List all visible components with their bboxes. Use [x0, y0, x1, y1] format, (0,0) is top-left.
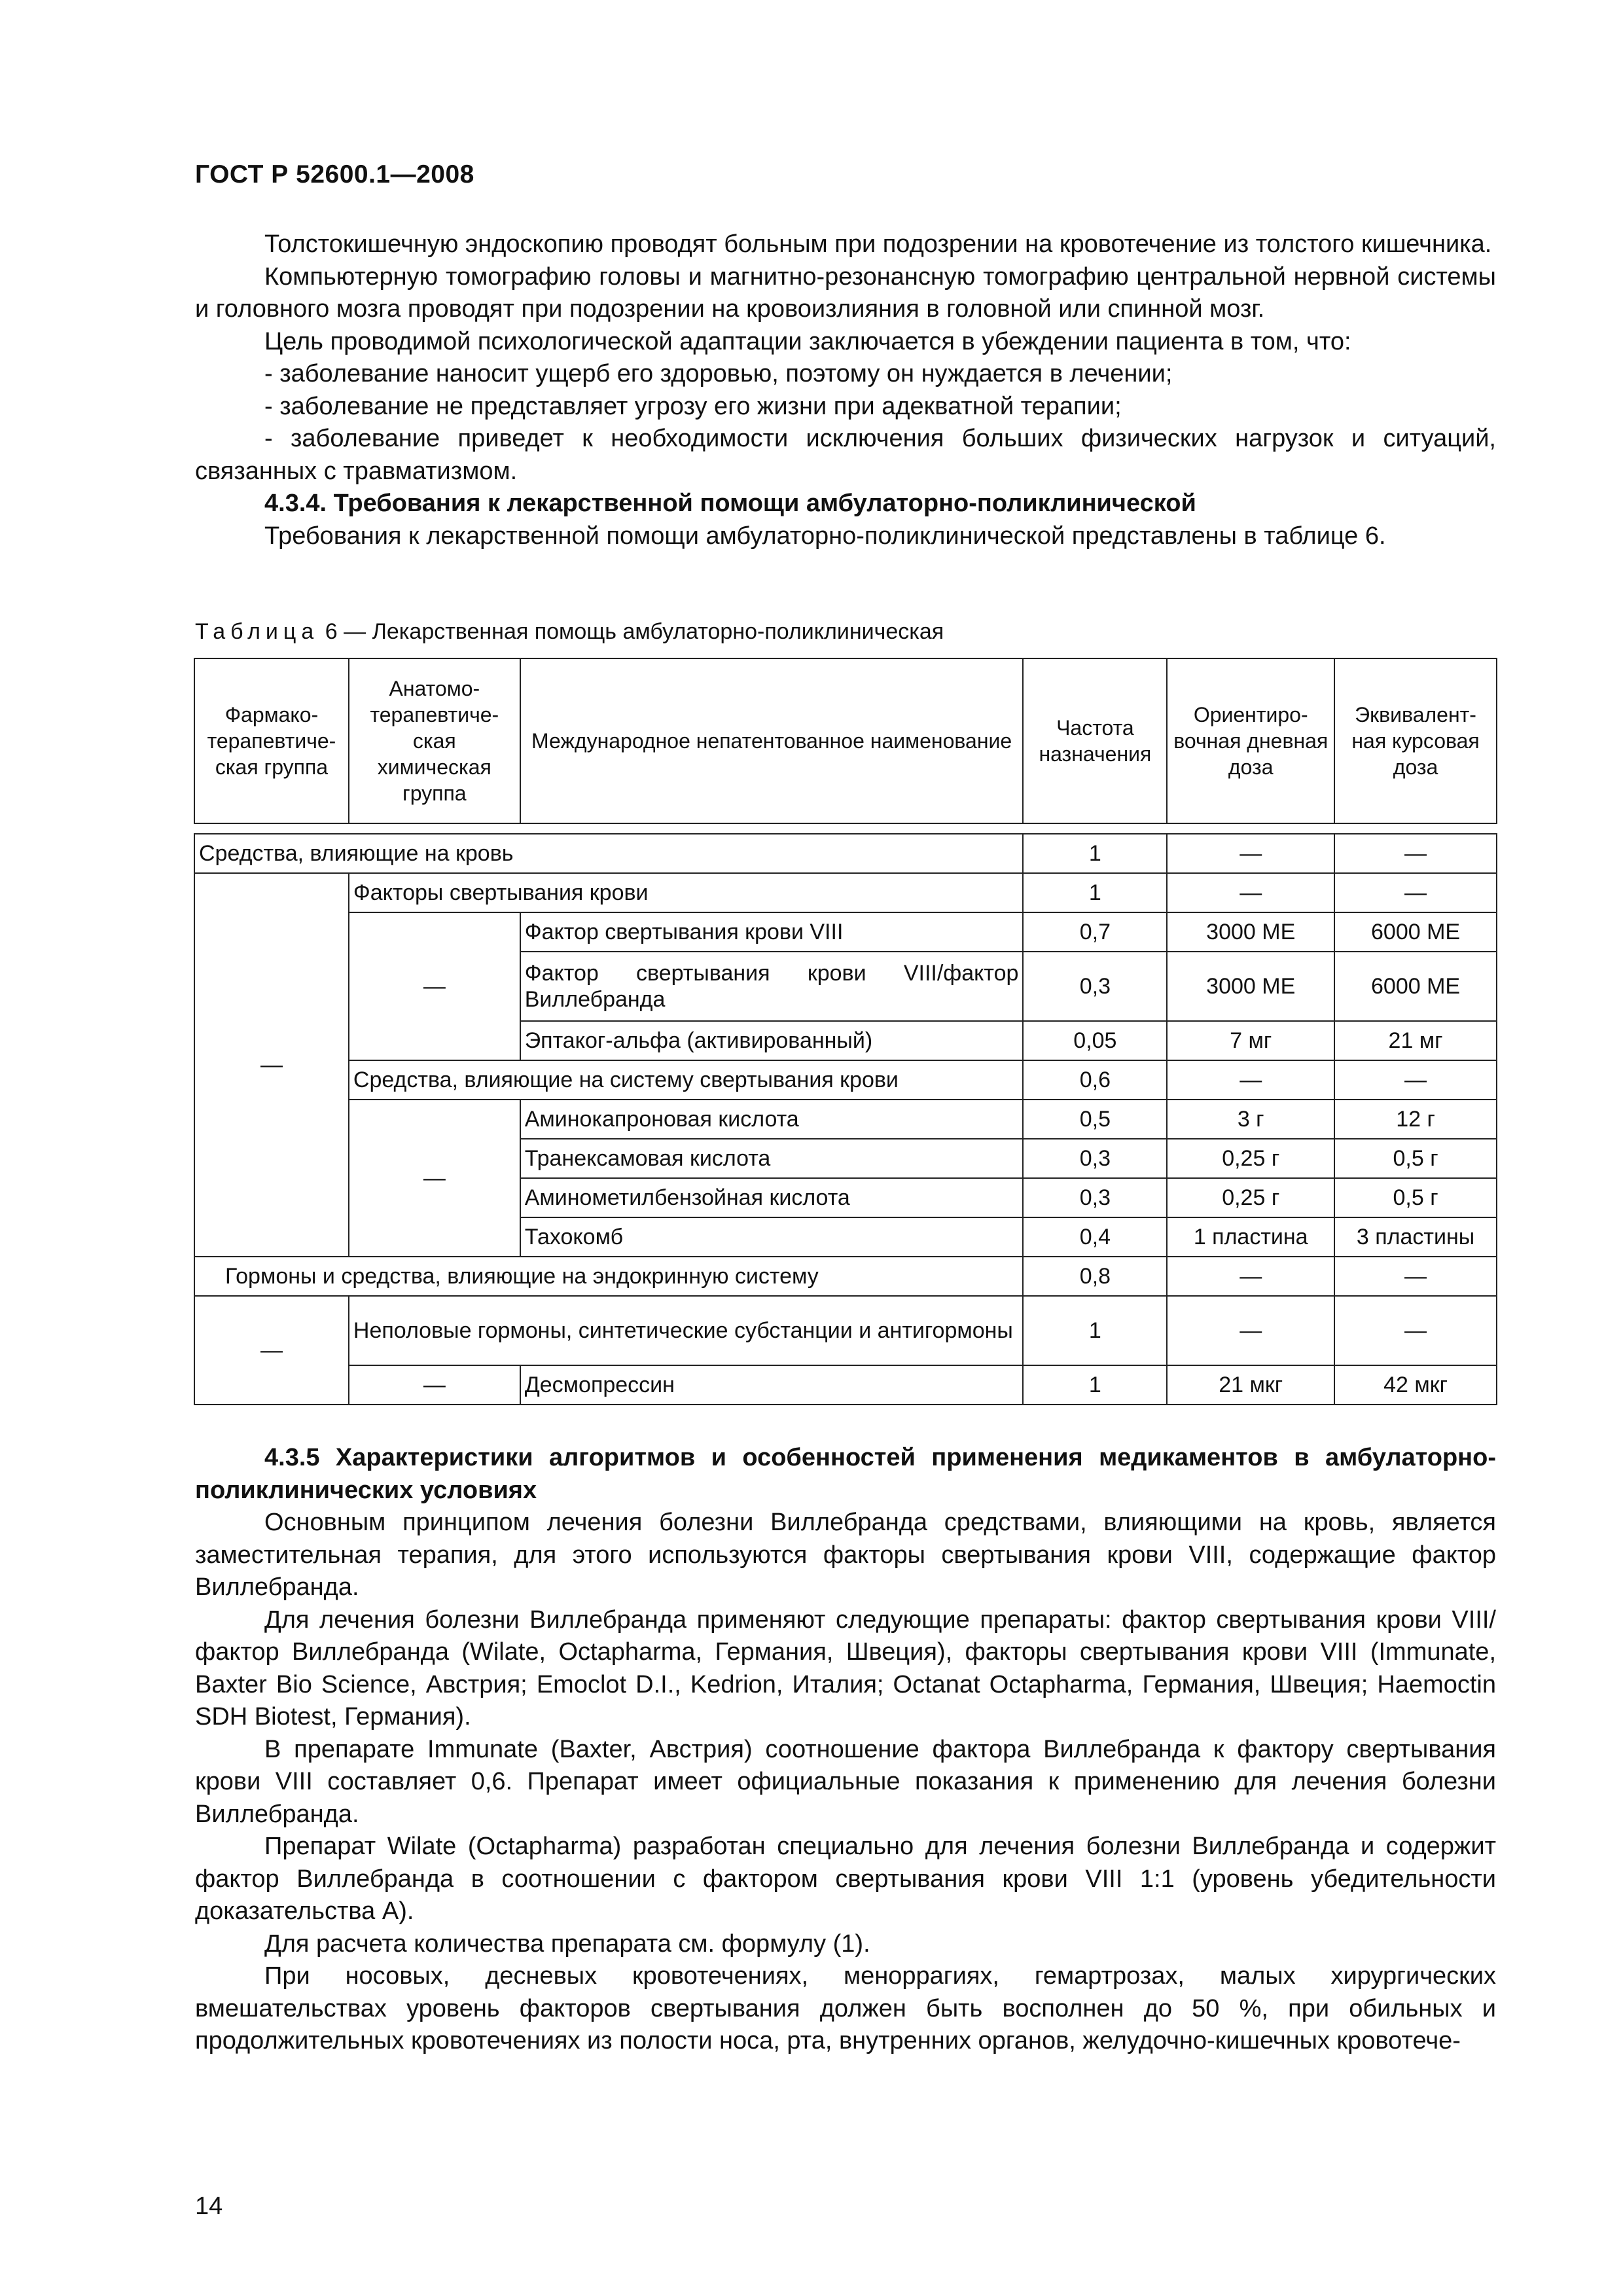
- table-caption-prefix: Таблица: [195, 619, 319, 644]
- section-4-3-5-block: [195, 1442, 1496, 2058]
- drug-name: Тахокомб: [520, 1217, 1024, 1257]
- daily-dose-cell: —: [1167, 834, 1334, 873]
- frequency-cell: 0,3: [1023, 1178, 1167, 1217]
- pharmaco-group-cell: —: [194, 873, 349, 1257]
- course-dose-cell: 3 пластины: [1334, 1217, 1497, 1257]
- paragraph: В препарате Immunate (Baxter, Австрия) соотношение фактора Виллебранда к фактору свертывания крови VIII составляет 0,6. Препарат имеет официальные показания к применению для лечения болезни Виллебранда.: [195, 1735, 1496, 1828]
- paragraph: Препарат Wilate (Octapharma) разработан специально для лечения болезни Виллебранда и содержит фактор Виллебранда в соотношении с фактором свертывания крови VIII 1:1 (уровень убедительности доказательства А).: [195, 1833, 1496, 1925]
- course-dose-cell: —: [1334, 834, 1497, 873]
- table-row: [194, 1060, 1497, 1100]
- table-row: [194, 912, 1497, 952]
- course-dose-cell: 6000 МЕ: [1334, 912, 1497, 952]
- daily-dose-cell: —: [1167, 873, 1334, 912]
- table-row: [194, 1365, 1497, 1405]
- intro-text-block: [195, 228, 1496, 552]
- pharmaco-group-cell: —: [194, 1296, 349, 1405]
- course-dose-cell: —: [1334, 1296, 1497, 1365]
- table-caption: [195, 619, 944, 645]
- column-header: Ориентиро-вочная дневная доза: [1167, 658, 1334, 823]
- column-header: Анатомо-терапевтиче-ская химическая группа: [349, 658, 520, 823]
- frequency-cell: 1: [1023, 873, 1167, 912]
- daily-dose-cell: —: [1167, 1296, 1334, 1365]
- list-item: - заболевание не представляет угрозу его жизни при адекватной терапии;: [264, 392, 1122, 420]
- paragraph: Основным принципом лечения болезни Виллебранда средствами, влияющими на кровь, является заместительная терапия, для этого используются факторы свертывания крови VIII, содержащие фактор Виллебранда.: [195, 1509, 1496, 1601]
- course-dose-cell: 0,5 г: [1334, 1139, 1497, 1178]
- daily-dose-cell: 1 пластина: [1167, 1217, 1334, 1257]
- atc-group-cell: —: [349, 1100, 520, 1257]
- frequency-cell: 1: [1023, 1296, 1167, 1365]
- table-caption-title: 6 — Лекарственная помощь амбулаторно-поликлиническая: [325, 619, 944, 644]
- drug-name: Фактор свертывания крови VIII/фактор Виллебранда: [520, 952, 1024, 1021]
- course-dose-cell: 42 мкг: [1334, 1365, 1497, 1405]
- table-header-row: [194, 658, 1497, 823]
- frequency-cell: 0,3: [1023, 1139, 1167, 1178]
- drug-name: Фактор свертывания крови VIII: [520, 912, 1024, 952]
- drug-name: Аминометилбензойная кислота: [520, 1178, 1024, 1217]
- table-row: [194, 1296, 1497, 1365]
- course-dose-cell: —: [1334, 873, 1497, 912]
- frequency-cell: 0,4: [1023, 1217, 1167, 1257]
- standard-header: ГОСТ Р 52600.1—2008: [195, 160, 474, 188]
- drug-name: Транексамовая кислота: [520, 1139, 1024, 1178]
- drug-name: Десмопрессин: [520, 1365, 1024, 1405]
- table-row: [194, 834, 1497, 873]
- daily-dose-cell: 0,25 г: [1167, 1139, 1334, 1178]
- subgroup-name: Средства, влияющие на систему свертывания крови: [349, 1060, 1024, 1100]
- subgroup-name: Неполовые гормоны, синтетические субстанции и антигормоны: [349, 1296, 1024, 1365]
- section-heading-4-3-5: 4.3.5 Характеристики алгоритмов и особенностей применения медикаментов в амбулаторно-поликлинических условиях: [195, 1444, 1496, 1504]
- course-dose-cell: 12 г: [1334, 1100, 1497, 1139]
- daily-dose-cell: —: [1167, 1257, 1334, 1296]
- course-dose-cell: —: [1334, 1060, 1497, 1100]
- page-number: 14: [195, 2193, 223, 2220]
- paragraph: Компьютерную томографию головы и магнитно-резонансную томографию центральной нервной системы и головного мозга проводят при подозрении на кровоизлияния в головной или спинной мозг.: [195, 262, 1496, 323]
- paragraph: Цель проводимой психологической адаптации заключается в убеждении пациента в том, что:: [264, 327, 1351, 355]
- paragraph: Толстокишечную эндоскопию проводят больным при подозрении на кровотечение из толстого кишечника.: [264, 230, 1492, 258]
- section-heading-4-3-4: 4.3.4. Требования к лекарственной помощи амбулаторно-поликлинической: [264, 490, 1196, 517]
- daily-dose-cell: 7 мг: [1167, 1021, 1334, 1060]
- course-dose-cell: 0,5 г: [1334, 1178, 1497, 1217]
- table-row: [194, 873, 1497, 912]
- paragraph: Требования к лекарственной помощи амбулаторно-поликлинической представлены в таблице 6.: [264, 522, 1386, 550]
- table-divider: [194, 823, 1497, 834]
- column-header: Эквивалент-ная курсовая доза: [1334, 658, 1497, 823]
- frequency-cell: 1: [1023, 834, 1167, 873]
- medication-table: [194, 658, 1497, 1405]
- course-dose-cell: —: [1334, 1257, 1497, 1296]
- paragraph: Для расчета количества препарата см. формулу (1).: [264, 1929, 870, 1958]
- frequency-cell: 1: [1023, 1365, 1167, 1405]
- table-row: [194, 1100, 1497, 1139]
- daily-dose-cell: 3000 МЕ: [1167, 912, 1334, 952]
- course-dose-cell: 21 мг: [1334, 1021, 1497, 1060]
- column-header: Международное непатентованное наименование: [520, 658, 1024, 823]
- frequency-cell: 0,7: [1023, 912, 1167, 952]
- frequency-cell: 0,5: [1023, 1100, 1167, 1139]
- course-dose-cell: 6000 МЕ: [1334, 952, 1497, 1021]
- atc-group-cell: —: [349, 1365, 520, 1405]
- paragraph: Для лечения болезни Виллебранда применяют следующие препараты: фактор свертывания крови VIII/фактор Виллебранда (Wilate, Octapharma, Германия, Швеция), факторы свертывания крови VIII (Immunate, Baxter Bio Science, Австрия; Emoclot D.I., Kedrion, Италия; Octanat Octapharma, Германия, Швеция; Haemoctin SDH Biotest, Германия).: [195, 1605, 1496, 1731]
- frequency-cell: 0,3: [1023, 952, 1167, 1021]
- column-header: Фармако-терапевтиче-ская группа: [194, 658, 349, 823]
- frequency-cell: 0,05: [1023, 1021, 1167, 1060]
- atc-group-cell: —: [349, 912, 520, 1060]
- group-name: Средства, влияющие на кровь: [194, 834, 1023, 873]
- daily-dose-cell: 3 г: [1167, 1100, 1334, 1139]
- list-item: - заболевание приведет к необходимости исключения больших физических нагрузок и ситуаций, связанных с травматизмом.: [195, 425, 1496, 485]
- daily-dose-cell: 21 мкг: [1167, 1365, 1334, 1405]
- list-item: - заболевание наносит ущерб его здоровью, поэтому он нуждается в лечении;: [264, 360, 1173, 387]
- group-name: Гормоны и средства, влияющие на эндокринную систему: [194, 1257, 1023, 1296]
- paragraph: При носовых, десневых кровотечениях, меноррагиях, гемартрозах, малых хирургических вмешательствах уровень факторов свертывания должен быть восполнен до 50 %, при обильных и продолжительных кровотечениях из полости носа, рта, внутренних органов, желудочно-кишечных кровотече-: [195, 1962, 1496, 2054]
- column-header: Частота назначения: [1023, 658, 1167, 823]
- drug-name: Аминокапроновая кислота: [520, 1100, 1024, 1139]
- frequency-cell: 0,6: [1023, 1060, 1167, 1100]
- drug-name: Эптаког-альфа (активированный): [520, 1021, 1024, 1060]
- daily-dose-cell: —: [1167, 1060, 1334, 1100]
- subgroup-name: Факторы свертывания крови: [349, 873, 1024, 912]
- daily-dose-cell: 0,25 г: [1167, 1178, 1334, 1217]
- daily-dose-cell: 3000 МЕ: [1167, 952, 1334, 1021]
- frequency-cell: 0,8: [1023, 1257, 1167, 1296]
- table-row: [194, 1257, 1497, 1296]
